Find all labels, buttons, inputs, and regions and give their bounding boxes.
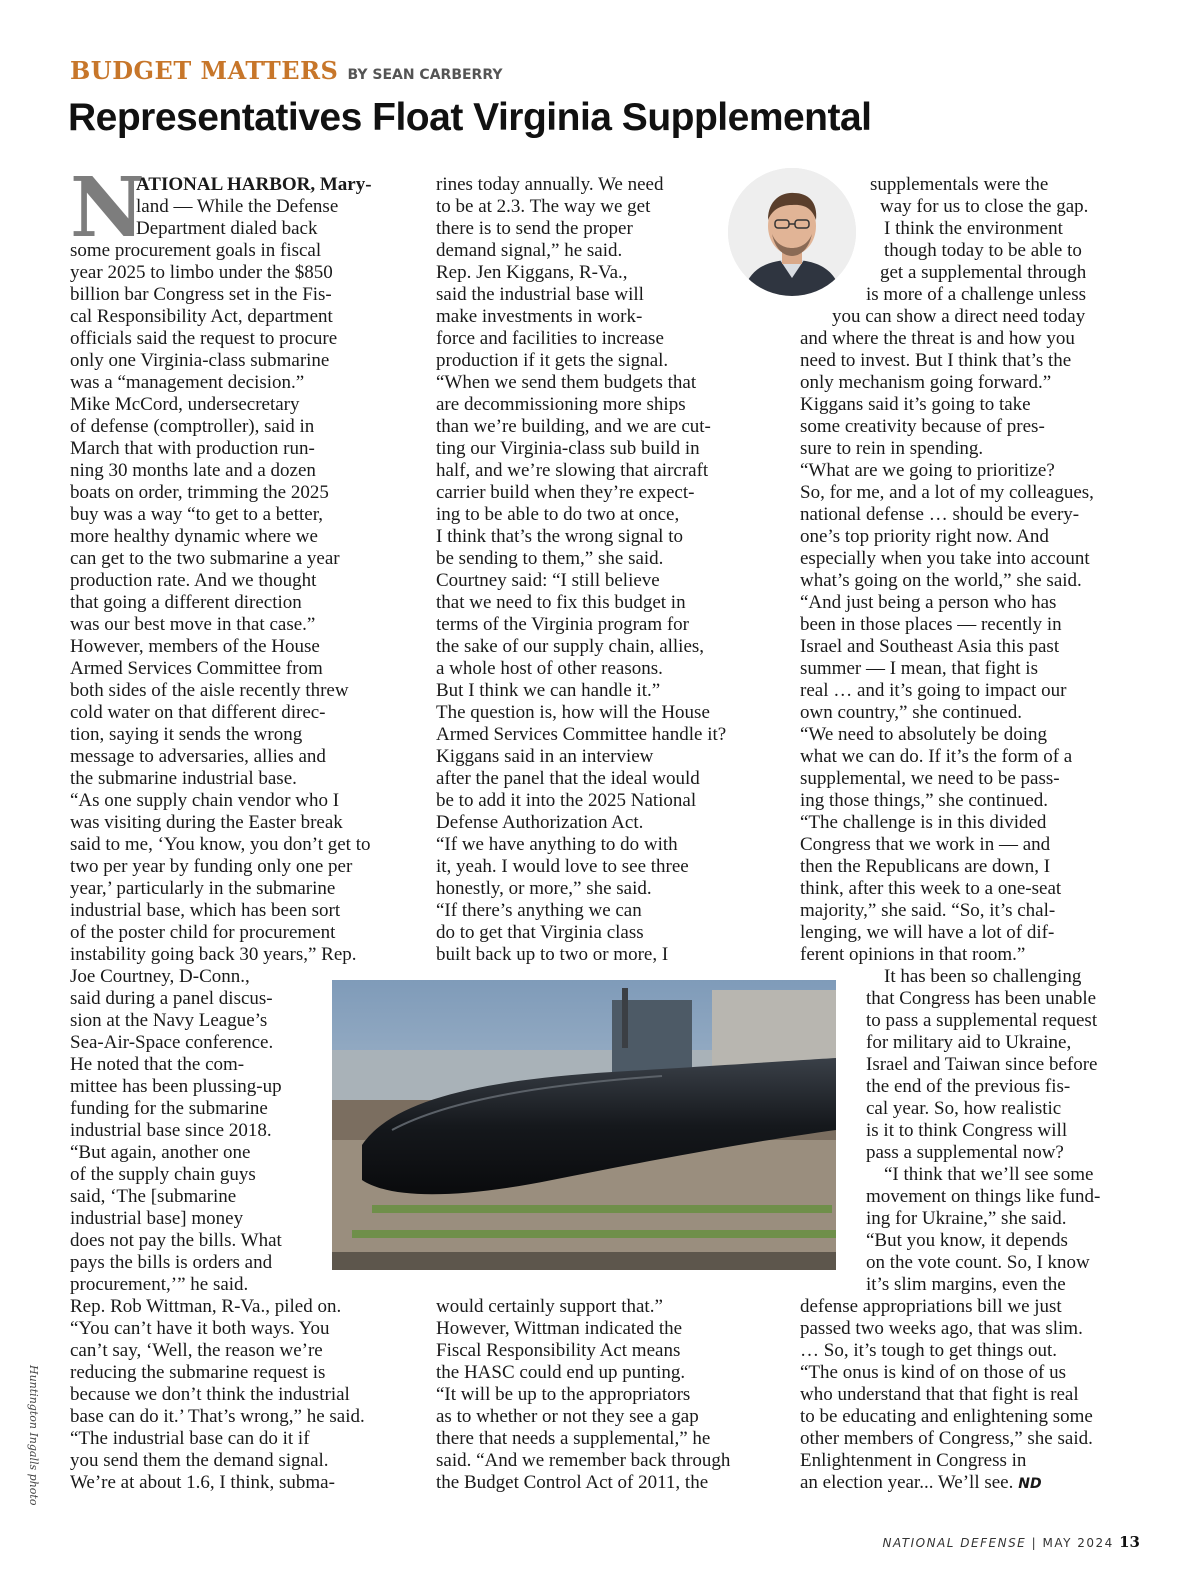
text-line: half, and we’re slowing that aircraft bbox=[436, 460, 709, 481]
text-line: ferent opinions in that room.” bbox=[800, 944, 1026, 965]
text-line: it’s slim margins, even the bbox=[866, 1274, 1066, 1295]
text-line: industrial base, which has been sort bbox=[70, 900, 341, 921]
text-line: “The industrial base can do it if bbox=[70, 1428, 310, 1449]
text-line: need to invest. But I think that’s the bbox=[800, 350, 1072, 371]
article-headline: Representatives Float Virginia Supplemental bbox=[68, 96, 872, 139]
text-line: then the Republicans are down, I bbox=[800, 856, 1051, 877]
text-line: was our best move in that case.” bbox=[70, 614, 316, 635]
text-line: “I think that we’ll see some bbox=[884, 1164, 1094, 1185]
text-line: own country,” she continued. bbox=[800, 702, 1022, 723]
text-line: an election year... We’ll see. ND bbox=[800, 1472, 1042, 1493]
text-line: instability going back 30 years,” Rep. bbox=[70, 944, 357, 965]
text-line: “You can’t have it both ways. You bbox=[70, 1318, 330, 1339]
text-line: Congress that we work in — and bbox=[800, 834, 1051, 855]
issue-date: MAY 2024 bbox=[1042, 1536, 1114, 1550]
text-line: does not pay the bills. What bbox=[70, 1230, 282, 1251]
text-line: ing those things,” she continued. bbox=[800, 790, 1049, 811]
text-line: ATIONAL HARBOR, Mary- bbox=[136, 174, 372, 195]
text-line: only one Virginia-class submarine bbox=[70, 350, 330, 371]
text-line: only mechanism going forward.” bbox=[800, 372, 1052, 393]
text-line: be sending to them,” she said. bbox=[436, 548, 664, 569]
text-line: Armed Services Committee from bbox=[70, 658, 323, 679]
text-line: Courtney said: “I still believe bbox=[436, 570, 660, 591]
text-line: Israel and Taiwan since before bbox=[866, 1054, 1098, 1075]
text-line: “The onus is kind of on those of us bbox=[800, 1362, 1066, 1383]
text-line: passed two weeks ago, that was slim. bbox=[800, 1318, 1083, 1339]
text-line: ing to be able to do two at once, bbox=[436, 504, 680, 525]
text-line: base can do it.’ That’s wrong,” he said. bbox=[70, 1406, 365, 1427]
text-line: “It will be up to the appropriators bbox=[436, 1384, 691, 1405]
text-line: procurement,’” he said. bbox=[70, 1274, 249, 1295]
text-line: billion bar Congress set in the Fis- bbox=[70, 284, 332, 305]
text-line: that we need to fix this budget in bbox=[436, 592, 686, 613]
page-footer bbox=[882, 1533, 1140, 1551]
text-line: Kiggans said in an interview bbox=[436, 746, 654, 767]
text-line: as to whether or not they see a gap bbox=[436, 1406, 699, 1427]
text-line: cal year. So, how realistic bbox=[866, 1098, 1062, 1119]
text-line: after the panel that the ideal would bbox=[436, 768, 700, 789]
text-line: However, members of the House bbox=[70, 636, 320, 657]
text-line: the sake of our supply chain, allies, bbox=[436, 636, 705, 657]
page-number: 13 bbox=[1119, 1533, 1140, 1551]
text-line: some procurement goals in fiscal bbox=[70, 240, 322, 261]
text-line: He noted that the com- bbox=[70, 1054, 245, 1075]
text-line: make investments in work- bbox=[436, 306, 643, 327]
text-line: year 2025 to limbo under the $850 bbox=[70, 262, 333, 283]
text-line: what we can do. If it’s the form of a bbox=[800, 746, 1073, 767]
text-line: been in those places — recently in bbox=[800, 614, 1062, 635]
text-line: carrier build when they’re expect- bbox=[436, 482, 695, 503]
text-line: the HASC could end up punting. bbox=[436, 1362, 686, 1383]
text-line: especially when you take into account bbox=[800, 548, 1090, 569]
text-line: Department dialed back bbox=[136, 218, 318, 239]
publication-name: NATIONAL DEFENSE bbox=[882, 1536, 1027, 1550]
byline: BY SEAN CARBERRY bbox=[347, 67, 503, 83]
text-line: pays the bills is orders and bbox=[70, 1252, 273, 1273]
text-line: Joe Courtney, D-Conn., bbox=[70, 966, 250, 987]
text-line: are decommissioning more ships bbox=[436, 394, 686, 415]
section-kicker bbox=[70, 56, 502, 85]
text-line: “We need to absolutely be doing bbox=[800, 724, 1047, 745]
text-line: said. “And we remember back through bbox=[436, 1450, 731, 1471]
text-line: I think that’s the wrong signal to bbox=[436, 526, 683, 547]
text-line: Israel and Southeast Asia this past bbox=[800, 636, 1060, 657]
text-line: rines today annually. We need bbox=[436, 174, 664, 195]
text-line: of the poster child for procurement bbox=[70, 922, 336, 943]
text-line: industrial base] money bbox=[70, 1208, 244, 1229]
text-line: summer — I mean, that fight is bbox=[800, 658, 1038, 679]
text-line: year,’ particularly in the submarine bbox=[70, 878, 336, 899]
photo-credit bbox=[22, 1365, 42, 1515]
text-line: said during a panel discus- bbox=[70, 988, 273, 1009]
text-line: more healthy dynamic where we bbox=[70, 526, 318, 547]
text-line: buy was a way “to get to a better, bbox=[70, 504, 324, 525]
text-line: the end of the previous fis- bbox=[866, 1076, 1071, 1097]
text-line: Enlightenment in Congress in bbox=[800, 1450, 1027, 1471]
text-line: The question is, how will the House bbox=[436, 702, 710, 723]
text-line: mittee has been plussing-up bbox=[70, 1076, 282, 1097]
text-line: “The challenge is in this divided bbox=[800, 812, 1047, 833]
text-line: get a supplemental through bbox=[880, 262, 1087, 283]
text-line: real … and it’s going to impact our bbox=[800, 680, 1067, 701]
text-line: to be at 2.3. The way we get bbox=[436, 196, 651, 217]
text-line: terms of the Virginia program for bbox=[436, 614, 690, 635]
text-line: of the supply chain guys bbox=[70, 1164, 256, 1185]
text-line: there that needs a supplemental,” he bbox=[436, 1428, 711, 1449]
text-line: demand signal,” he said. bbox=[436, 240, 623, 261]
text-line: do to get that Virginia class bbox=[436, 922, 644, 943]
text-line: to be educating and enlightening some bbox=[800, 1406, 1093, 1427]
text-line: on the vote count. So, I know bbox=[866, 1252, 1090, 1273]
text-line: lenging, we will have a lot of dif- bbox=[800, 922, 1055, 943]
text-line: tion, saying it sends the wrong bbox=[70, 724, 303, 745]
text-line: that Congress has been unable bbox=[866, 988, 1097, 1009]
text-line: what’s going on the world,” she said. bbox=[800, 570, 1082, 591]
text-line: production if it gets the signal. bbox=[436, 350, 669, 371]
text-line: “If we have anything to do with bbox=[436, 834, 678, 855]
submarine-photo bbox=[332, 980, 836, 1270]
text-line: cal Responsibility Act, department bbox=[70, 306, 333, 327]
text-line: force and facilities to increase bbox=[436, 328, 664, 349]
text-line: “But again, another one bbox=[70, 1142, 251, 1163]
text-line: “If there’s anything we can bbox=[436, 900, 642, 921]
text-line: officials said the request to procure bbox=[70, 328, 338, 349]
text-line: “When we send them budgets that bbox=[436, 372, 697, 393]
text-line: Fiscal Responsibility Act means bbox=[436, 1340, 681, 1361]
text-line: boats on order, trimming the 2025 bbox=[70, 482, 329, 503]
text-line: for military aid to Ukraine, bbox=[866, 1032, 1072, 1053]
text-line: would certainly support that.” bbox=[436, 1296, 663, 1317]
text-line: said to me, ‘You know, you don’t get to bbox=[70, 834, 371, 855]
text-line: “And just being a person who has bbox=[800, 592, 1057, 613]
text-line: two per year by funding only one per bbox=[70, 856, 353, 877]
text-line: message to adversaries, allies and bbox=[70, 746, 326, 767]
text-line: than we’re building, and we are cut- bbox=[436, 416, 711, 437]
text-line: is it to think Congress will bbox=[866, 1120, 1068, 1141]
text-line: Sea-Air-Space conference. bbox=[70, 1032, 274, 1053]
text-line: is more of a challenge unless bbox=[866, 284, 1087, 305]
author-portrait-photo bbox=[728, 168, 856, 296]
text-line: it, yeah. I would love to see three bbox=[436, 856, 689, 877]
text-line: majority,” she said. “So, it’s chal- bbox=[800, 900, 1056, 921]
article-column-3 bbox=[800, 174, 1145, 1495]
text-line: that going a different direction bbox=[70, 592, 302, 613]
text-line: movement on things like fund- bbox=[866, 1186, 1101, 1207]
text-line: one’s top priority right now. And bbox=[800, 526, 1049, 547]
text-line: some creativity because of pres- bbox=[800, 416, 1045, 437]
article-column-1 bbox=[70, 174, 410, 1494]
text-line: a whole host of other reasons. bbox=[436, 658, 663, 679]
text-line: ning 30 months late and a dozen bbox=[70, 460, 316, 481]
text-line: and where the threat is and how you bbox=[800, 328, 1075, 349]
text-line: Mike McCord, undersecretary bbox=[70, 394, 300, 415]
text-line: said the industrial base will bbox=[436, 284, 644, 305]
text-line: though today to be able to bbox=[884, 240, 1082, 261]
text-line: be to add it into the 2025 National bbox=[436, 790, 697, 811]
text-line: Armed Services Committee handle it? bbox=[436, 724, 727, 745]
text-line: national defense … should be every- bbox=[800, 504, 1080, 525]
text-line: way for us to close the gap. bbox=[880, 196, 1089, 217]
text-line: built back up to two or more, I bbox=[436, 944, 669, 965]
photo-credit-text: Huntington Ingalls photo bbox=[27, 1365, 40, 1506]
text-line: there is to send the proper bbox=[436, 218, 633, 239]
end-mark: ND bbox=[1013, 1476, 1042, 1492]
text-line: other members of Congress,” she said. bbox=[800, 1428, 1093, 1449]
drop-cap: N bbox=[70, 160, 145, 256]
text-line: We’re at about 1.6, I think, subma- bbox=[70, 1472, 335, 1493]
text-line: was visiting during the Easter break bbox=[70, 812, 343, 833]
text-line: So, for me, and a lot of my colleagues, bbox=[800, 482, 1094, 503]
text-line: But I think we can handle it.” bbox=[436, 680, 661, 701]
text-line: … So, it’s tough to get things out. bbox=[800, 1340, 1058, 1361]
text-line: sion at the Navy League’s bbox=[70, 1010, 268, 1031]
text-line: “As one supply chain vendor who I bbox=[70, 790, 340, 811]
text-line: supplementals were the bbox=[870, 174, 1049, 195]
text-line: the Budget Control Act of 2011, the bbox=[436, 1472, 709, 1493]
text-line: who understand that that fight is real bbox=[800, 1384, 1079, 1405]
footer-separator: | bbox=[1031, 1536, 1038, 1550]
text-line: because we don’t think the industrial bbox=[70, 1384, 350, 1405]
text-line: Rep. Rob Wittman, R-Va., piled on. bbox=[70, 1296, 342, 1317]
text-line: production rate. And we thought bbox=[70, 570, 317, 591]
text-line: industrial base since 2018. bbox=[70, 1120, 272, 1141]
text-line: Kiggans said it’s going to take bbox=[800, 394, 1031, 415]
text-line: March that with production run- bbox=[70, 438, 315, 459]
text-line: “But you know, it depends bbox=[866, 1230, 1068, 1251]
text-line: funding for the submarine bbox=[70, 1098, 268, 1119]
text-line: honestly, or more,” she said. bbox=[436, 878, 652, 899]
section-label: BUDGET MATTERS bbox=[70, 56, 339, 85]
text-line: reducing the submarine request is bbox=[70, 1362, 326, 1383]
text-line: “What are we going to prioritize? bbox=[800, 460, 1055, 481]
text-line: ing for Ukraine,” she said. bbox=[866, 1208, 1067, 1229]
text-line: Rep. Jen Kiggans, R-Va., bbox=[436, 262, 628, 283]
text-line: However, Wittman indicated the bbox=[436, 1318, 683, 1339]
article-column-2 bbox=[436, 174, 776, 1494]
text-line: both sides of the aisle recently threw bbox=[70, 680, 349, 701]
text-line: pass a supplemental now? bbox=[866, 1142, 1064, 1163]
text-line: supplemental, we need to be pass- bbox=[800, 768, 1060, 789]
text-line: I think the environment bbox=[884, 218, 1063, 239]
text-line: you can show a direct need today bbox=[832, 306, 1086, 327]
text-line: of defense (comptroller), said in bbox=[70, 416, 315, 437]
text-line: land — While the Defense bbox=[136, 196, 339, 217]
text-line: said, ‘The [submarine bbox=[70, 1186, 237, 1207]
text-line: cold water on that different direc- bbox=[70, 702, 326, 723]
text-line: you send them the demand signal. bbox=[70, 1450, 329, 1471]
text-line: ting our Virginia-class sub build in bbox=[436, 438, 700, 459]
text-line: can get to the two submarine a year bbox=[70, 548, 340, 569]
text-line: Defense Authorization Act. bbox=[436, 812, 644, 833]
text-line: defense appropriations bill we just bbox=[800, 1296, 1062, 1317]
text-line: the submarine industrial base. bbox=[70, 768, 297, 789]
text-line: can’t say, ‘Well, the reason we’re bbox=[70, 1340, 323, 1361]
text-line: was a “management decision.” bbox=[70, 372, 305, 393]
text-line: sure to rein in spending. bbox=[800, 438, 984, 459]
text-line: to pass a supplemental request bbox=[866, 1010, 1098, 1031]
text-line: It has been so challenging bbox=[884, 966, 1082, 987]
text-line: think, after this week to a one-seat bbox=[800, 878, 1062, 899]
